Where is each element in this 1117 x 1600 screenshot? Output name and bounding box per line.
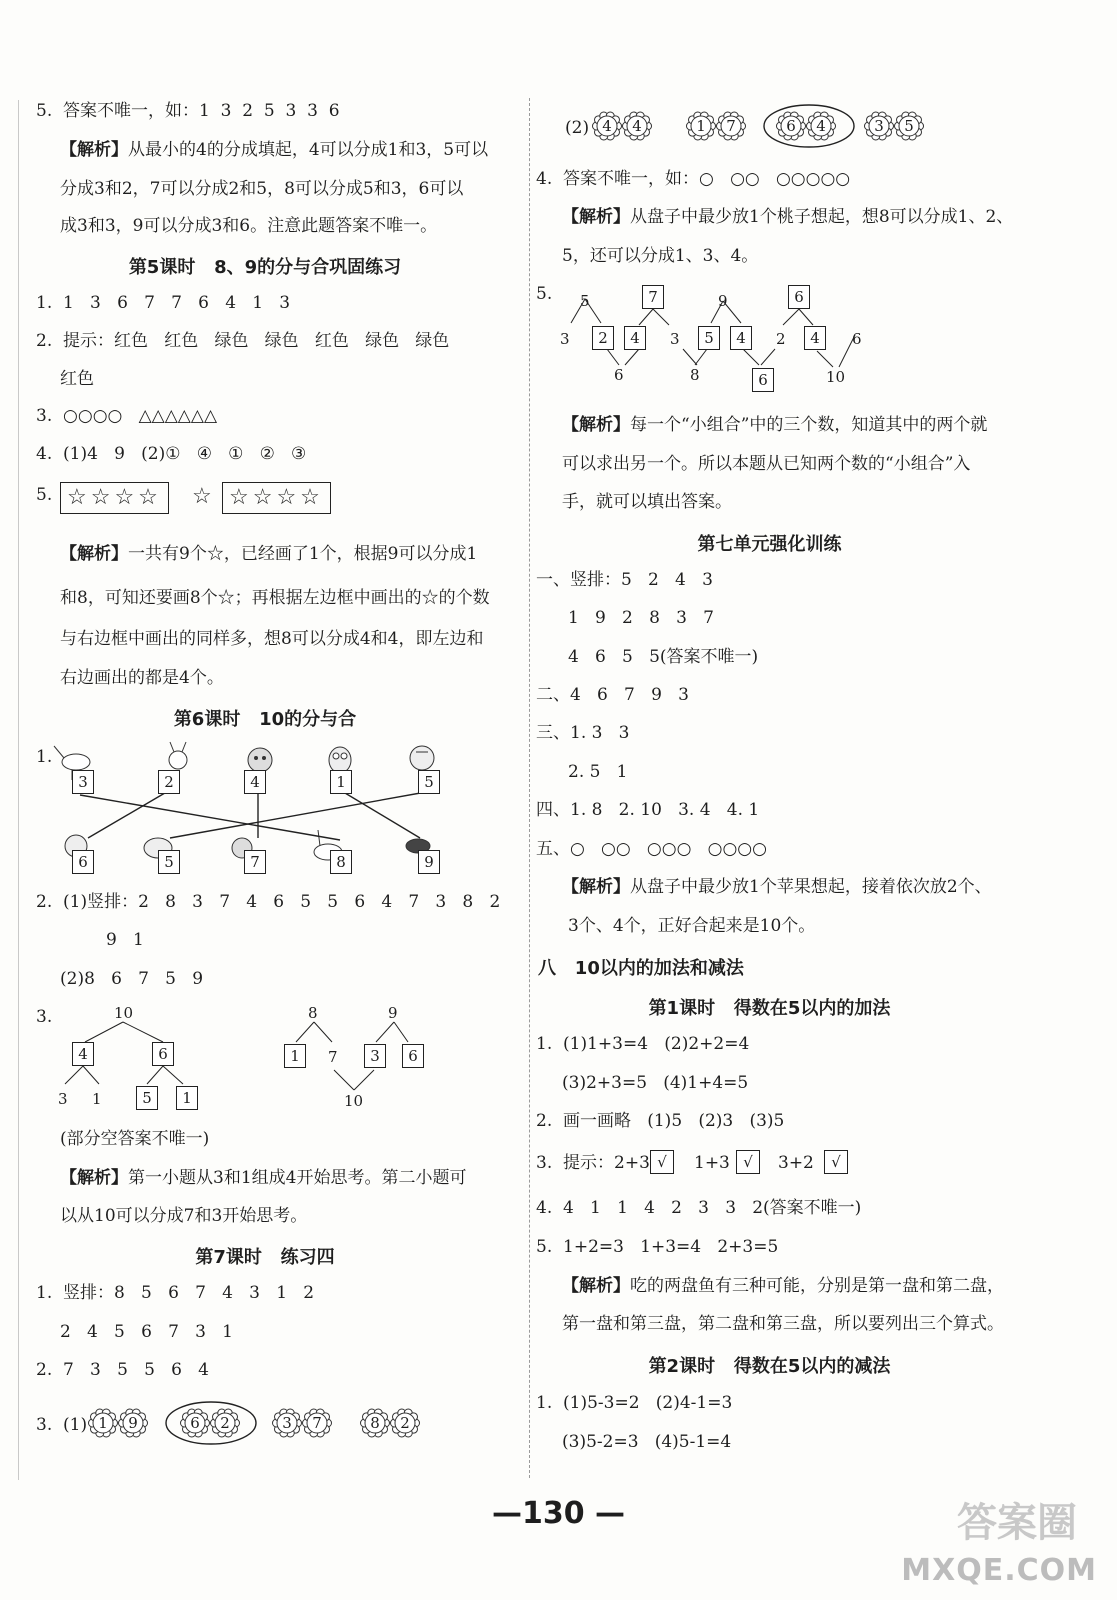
number-box: 5 bbox=[418, 770, 440, 794]
analysis-line bbox=[562, 1275, 1004, 1297]
number-box: 1 bbox=[330, 770, 352, 794]
flower-number: 4 bbox=[602, 117, 612, 135]
number-box: 2 bbox=[592, 326, 614, 350]
bond-number: 3 bbox=[670, 330, 680, 348]
analysis-line: 以从10可以分成7和3开始思考。 bbox=[60, 1206, 308, 1226]
number-box: 4 bbox=[730, 326, 752, 350]
answer-line: 1 9 2 8 3 7 bbox=[568, 608, 714, 628]
answer-line: (3)2+3=5 (4)1+4=5 bbox=[562, 1073, 749, 1093]
flower-number: 3 bbox=[874, 117, 884, 135]
number-box: 3 bbox=[72, 770, 94, 794]
number-box: 4 bbox=[72, 1042, 94, 1066]
flower-number: 2 bbox=[220, 1414, 230, 1432]
number-box: 4 bbox=[244, 770, 266, 794]
answer-line: 4. 答案不唯一，如：○ ○○ ○○○○○ bbox=[536, 169, 851, 189]
number-box: 4 bbox=[624, 326, 646, 350]
tree-number: 10 bbox=[344, 1092, 364, 1110]
tree-number: 3 bbox=[58, 1090, 68, 1108]
answer-line: 2. 提示：红色 红色 绿色 绿色 红色 绿色 绿色 bbox=[36, 331, 450, 351]
answer-line: 5. 1+2=3 1+3=4 2+3=5 bbox=[536, 1237, 779, 1257]
analysis-line bbox=[562, 206, 1013, 228]
rabbit-icon bbox=[169, 742, 187, 769]
number-box: 1 bbox=[176, 1086, 198, 1110]
number-box: 6 bbox=[788, 285, 810, 309]
watermark-url: MXQE.COM bbox=[901, 1553, 1097, 1588]
section-heading: 第6课时 10的分与合 bbox=[173, 709, 357, 730]
analysis-text: 从盘子中最少放1个桃子想起，想8可以分成1、2、 bbox=[630, 207, 1014, 227]
analysis-line: 第一盘和第三盘，第二盘和第三盘，所以要列出三个算式。 bbox=[562, 1314, 1004, 1334]
bond-number: 10 bbox=[826, 368, 846, 386]
number-box: 5 bbox=[136, 1086, 158, 1110]
answer-line: 4. (1)4 9 (2)① ④ ① ② ③ bbox=[36, 444, 307, 464]
flower-number: 7 bbox=[312, 1414, 322, 1432]
tree-number: 1 bbox=[92, 1090, 102, 1108]
number-box: 6 bbox=[402, 1044, 424, 1068]
number-box: 2 bbox=[158, 770, 180, 794]
analysis-label: 【解析】 bbox=[562, 877, 630, 897]
analysis-text: 从最小的4的分成填起，4可以分成1和3，5可以 bbox=[128, 140, 489, 160]
flower-number: 1 bbox=[98, 1414, 108, 1432]
answer-line: 1. 竖排：8 5 6 7 4 3 1 2 bbox=[36, 1283, 315, 1303]
flower-number: 8 bbox=[370, 1414, 380, 1432]
flower-number: 4 bbox=[816, 117, 826, 135]
number-box: 4 bbox=[804, 326, 826, 350]
answer-line: 1. 1 3 6 7 7 6 4 1 3 bbox=[36, 293, 291, 313]
number-box: 1 bbox=[284, 1044, 306, 1068]
answer-line: 2. (1)竖排：2 8 3 7 4 6 5 5 6 4 7 3 8 2 bbox=[36, 892, 501, 912]
analysis-text: 一共有9个☆，已经画了1个，根据9可以分成1 bbox=[128, 544, 478, 564]
analysis-label: 【解析】 bbox=[562, 1276, 630, 1296]
number-box: 3 bbox=[364, 1044, 386, 1068]
flower-number: 9 bbox=[128, 1414, 138, 1432]
bond-number: 8 bbox=[690, 366, 700, 384]
analysis-line: 和8，可知还要画8个☆；再根据左边框中画出的☆的个数 bbox=[60, 588, 490, 608]
answer-line: 2. 5 1 bbox=[568, 762, 628, 782]
answer-line: 3. 提示：2+3 bbox=[536, 1153, 650, 1173]
tiger-icon bbox=[410, 746, 434, 770]
page-number: —130 — bbox=[491, 1496, 626, 1531]
analysis-text: 从盘子中最少放1个苹果想起，接着依次放2个、 bbox=[630, 877, 992, 897]
analysis-line: 手，就可以填出答案。 bbox=[562, 492, 732, 512]
number-box: 6 bbox=[752, 368, 774, 392]
check-box: √ bbox=[824, 1150, 848, 1174]
number-box: 5 bbox=[698, 326, 720, 350]
tree-number: 7 bbox=[328, 1048, 338, 1066]
analysis-line: 5，还可以分成1、3、4。 bbox=[562, 246, 759, 266]
answer-line: 四、1. 8 2. 10 3. 4 4. 1 bbox=[536, 800, 760, 820]
tree-number: 10 bbox=[114, 1004, 134, 1022]
answer-line: 9 1 bbox=[106, 930, 144, 950]
answer-line: 二、4 6 7 9 3 bbox=[536, 685, 689, 705]
answer-line: 2. 7 3 5 5 6 4 bbox=[36, 1360, 209, 1380]
number-box: 9 bbox=[418, 850, 440, 874]
flower-number: 6 bbox=[190, 1414, 200, 1432]
answer-line: 2. 画一画略 (1)5 (2)3 (3)5 bbox=[536, 1111, 785, 1131]
analysis-label: 【解析】 bbox=[60, 1168, 128, 1188]
answer-line: 4 6 5 5(答案不唯一) bbox=[568, 647, 759, 667]
flower-number: 2 bbox=[400, 1414, 410, 1432]
flower-number: 4 bbox=[632, 117, 642, 135]
analysis-text: 第一小题从3和1组成4开始思考。第二小题可 bbox=[128, 1168, 467, 1188]
monkey-icon bbox=[248, 748, 272, 772]
answer-line: 一、竖排：5 2 4 3 bbox=[536, 570, 713, 590]
number-box: 6 bbox=[72, 850, 94, 874]
analysis-label: 【解析】 bbox=[60, 544, 128, 564]
analysis-line bbox=[562, 414, 987, 436]
star-middle: ☆ bbox=[192, 484, 212, 509]
analysis-line: 右边画出的都是4个。 bbox=[60, 668, 224, 688]
analysis-line bbox=[60, 139, 488, 161]
note-line: (部分空答案不唯一) bbox=[60, 1129, 210, 1149]
number-box: 5 bbox=[158, 850, 180, 874]
answer-line: 1. (1)1+3=4 (2)2+2=4 bbox=[536, 1034, 750, 1054]
analysis-line: 可以求出另一个。所以本题从已知两个数的“小组合”入 bbox=[562, 454, 971, 474]
section-heading: 第2课时 得数在5以内的减法 bbox=[648, 1356, 891, 1377]
answer-line: 2 4 5 6 7 3 1 bbox=[60, 1322, 233, 1342]
flower-number: 1 bbox=[696, 117, 706, 135]
answer-line: 3. bbox=[36, 1007, 53, 1027]
flower-number: 3 bbox=[282, 1414, 292, 1432]
answer-line: 5. bbox=[536, 284, 553, 304]
watermark-logo: 答案圈 bbox=[957, 1500, 1077, 1546]
analysis-label: 【解析】 bbox=[60, 140, 128, 160]
answer-line: 1. bbox=[36, 747, 53, 767]
answer-line: 3+2 bbox=[778, 1153, 814, 1173]
bond-number: 3 bbox=[560, 330, 570, 348]
star-box-right: ☆☆☆☆ bbox=[222, 482, 331, 514]
analysis-line bbox=[60, 1167, 466, 1189]
number-box: 7 bbox=[244, 850, 266, 874]
section-heading: 第七单元强化训练 bbox=[697, 534, 842, 555]
section-heading: 第1课时 得数在5以内的加法 bbox=[648, 998, 891, 1019]
flower-number: 7 bbox=[726, 117, 736, 135]
analysis-line: 与右边框中画出的同样多，想8可以分成4和4，即左边和 bbox=[60, 629, 484, 649]
answer-line: (3)5-2=3 (4)5-1=4 bbox=[562, 1432, 732, 1452]
flower-number: 6 bbox=[786, 117, 796, 135]
answer-line: 五、○ ○○ ○○○ ○○○○ bbox=[536, 839, 767, 859]
answer-line: 红色 bbox=[60, 369, 94, 389]
chapter-heading: 八 10以内的加法和减法 bbox=[538, 958, 744, 979]
answer-line: (2) bbox=[565, 118, 590, 138]
left-column bbox=[0, 0, 530, 1600]
analysis-label: 【解析】 bbox=[562, 207, 630, 227]
analysis-line: 成3和3，9可以分成3和6。注意此题答案不唯一。 bbox=[60, 216, 438, 236]
check-box: √ bbox=[650, 1150, 674, 1174]
bond-number: 6 bbox=[852, 330, 862, 348]
analysis-line bbox=[562, 876, 992, 898]
answer-line: 1. (1)5-3=2 (2)4-1=3 bbox=[536, 1393, 733, 1413]
analysis-label: 【解析】 bbox=[562, 415, 630, 435]
answer-line: 1+3 bbox=[694, 1153, 730, 1173]
bond-number: 2 bbox=[776, 330, 786, 348]
answer-line: 5. 答案不唯一，如：1 3 2 5 3 3 6 bbox=[36, 101, 340, 121]
answer-line: (2)8 6 7 5 9 bbox=[60, 969, 204, 989]
answer-line: 3. (1) bbox=[36, 1415, 88, 1435]
analysis-line: 3个、4个，正好合起来是10个。 bbox=[568, 916, 816, 936]
answer-line: 5. bbox=[36, 485, 53, 505]
tree-number: 9 bbox=[388, 1004, 398, 1022]
answer-line: 三、1. 3 3 bbox=[536, 723, 630, 743]
flower-number: 5 bbox=[904, 117, 914, 135]
bond-number: 6 bbox=[614, 366, 624, 384]
analysis-text: 每一个“小组合”中的三个数，知道其中的两个就 bbox=[630, 415, 988, 435]
tree-number: 8 bbox=[308, 1004, 318, 1022]
analysis-line: 分成3和2，7可以分成2和5，8可以分成5和3，6可以 bbox=[60, 179, 464, 199]
analysis-line bbox=[60, 543, 477, 565]
answer-line: 4. 4 1 1 4 2 3 3 2(答案不唯一) bbox=[536, 1198, 862, 1218]
bond-number: 9 bbox=[718, 292, 728, 310]
analysis-text: 吃的两盘鱼有三种可能，分别是第一盘和第二盘， bbox=[630, 1276, 1004, 1296]
number-box: 6 bbox=[152, 1042, 174, 1066]
number-box: 8 bbox=[330, 850, 352, 874]
bond-number: 5 bbox=[580, 292, 590, 310]
number-box: 7 bbox=[642, 285, 664, 309]
answer-line: 3. ○○○○ △△△△△△ bbox=[36, 406, 218, 426]
star-box-left: ☆☆☆☆ bbox=[60, 482, 169, 514]
section-heading: 第7课时 练习四 bbox=[195, 1247, 335, 1268]
check-box: √ bbox=[736, 1150, 760, 1174]
section-heading: 第5课时 8、9的分与合巩固练习 bbox=[128, 257, 402, 278]
